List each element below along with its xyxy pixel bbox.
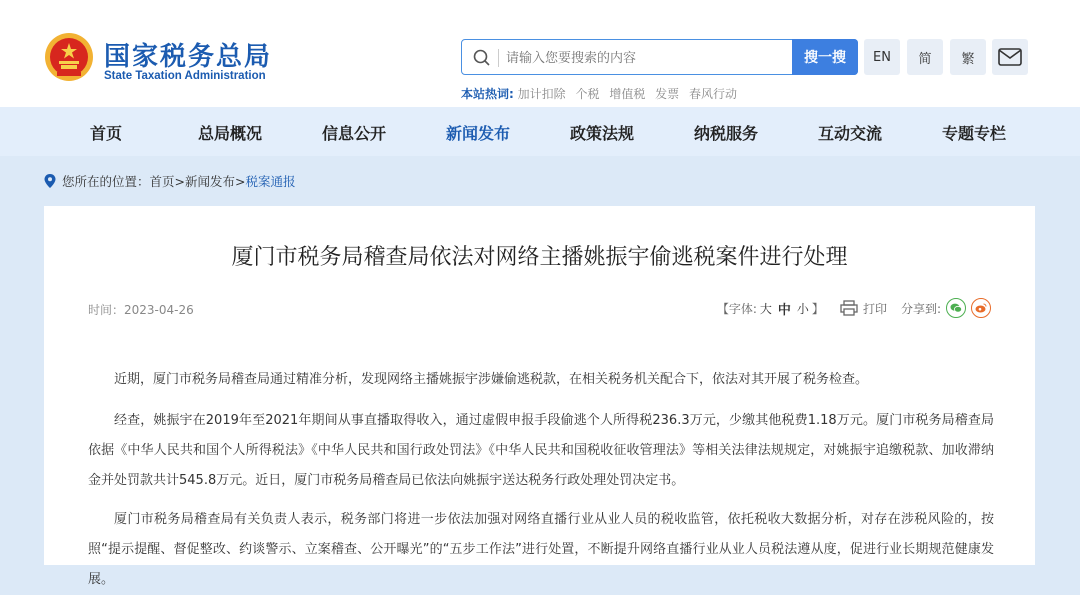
nav-item-news[interactable]: 新闻发布 — [446, 124, 511, 143]
article-title: 厦门市税务局稽查局依法对网络主播姚振宇偷逃税案件进行处理 — [231, 245, 848, 270]
article-paragraph: 近期，厦门市税务局稽查局通过精准分析，发现网络主播姚振宇涉嫌偷逃税款，在相关税务机关配合下，依法对其开展了税务检查。 — [114, 372, 869, 387]
font-size-label-open: 【字体: — [716, 301, 757, 316]
share-label: 分享到: — [900, 301, 941, 316]
main-nav — [0, 107, 1080, 156]
nav-item-overview[interactable]: 总局概况 — [198, 124, 263, 143]
breadcrumb-current[interactable]: 税案通报 — [245, 174, 296, 189]
site-subtitle: State Taxation Administration — [104, 70, 266, 82]
article-paragraph: 厦门市税务局稽查局有关负责人表示，税务部门将进一步依法加强对网络直播行业从业人员的税收监管，依托税收大数据分析，对存在涉税风险的，按照“提示提醒、督促整改、约谈警示、立案稽查、公开曝光”的“五步工作法”进行处置，不断提升网络直播行业从业人员税法遵从度，促进行业长期规范健康发展。 — [88, 512, 994, 587]
nav-item-disclosure[interactable]: 信息公开 — [322, 124, 387, 143]
font-size-label-close: 】 — [811, 301, 824, 316]
search-box — [461, 39, 858, 75]
location-pin-icon — [44, 174, 56, 188]
hot-word-link[interactable]: 春风行动 — [689, 87, 738, 101]
font-size-large[interactable]: 大 — [759, 301, 772, 316]
mail-icon — [998, 48, 1022, 66]
font-size-small[interactable]: 小 — [796, 301, 809, 316]
wechat-share-button[interactable] — [946, 298, 966, 318]
breadcrumb-path[interactable]: 首页>新闻发布> — [149, 174, 246, 189]
search-input[interactable] — [506, 46, 786, 70]
nav-item-interaction[interactable]: 互动交流 — [818, 124, 883, 143]
article-tools — [717, 298, 991, 318]
lang-english-button[interactable]: EN — [864, 39, 900, 75]
hot-word-link[interactable]: 加计扣除 — [517, 87, 566, 101]
nav-item-topics[interactable]: 专题专栏 — [942, 124, 1007, 143]
national-emblem-icon[interactable] — [44, 32, 94, 82]
mail-button[interactable] — [992, 39, 1028, 75]
weibo-icon — [975, 303, 987, 313]
lang-traditional-button[interactable]: 繁 — [950, 39, 986, 75]
weibo-share-button[interactable] — [971, 298, 991, 318]
hot-words-label: 本站热词: — [461, 87, 514, 101]
hot-words — [461, 85, 743, 102]
hot-word-link[interactable]: 增值税 — [609, 87, 646, 101]
search-divider — [498, 49, 499, 67]
search-button[interactable]: 搜一搜 — [792, 39, 858, 75]
wechat-icon — [950, 303, 962, 313]
nav-item-service[interactable]: 纳税服务 — [694, 124, 759, 143]
article-time: 时间：2023-04-26 — [88, 303, 194, 317]
nav-item-policy[interactable]: 政策法规 — [570, 124, 635, 143]
nav-item-home[interactable]: 首页 — [90, 124, 123, 143]
article-card — [44, 206, 1035, 587]
article-paragraph: 经查，姚振宇在2019年至2021年期间从事直播取得收入，通过虚假申报手段偷逃个人所得税236.3万元，少缴其他税费1.18万元。厦门市税务局稽查局依据《中华人民共和国个人所得税法》《中华人民共和国行政处罚法》《中华人民共和国税收征收管理法》等相关法律法规规定，对姚振宇追缴税款、加收滞纳金并处罚款共计545.8万元。近日，厦门市税务局稽查局已依法向姚振宇送达税务行政处理处罚决定书。 — [88, 413, 994, 488]
print-icon[interactable] — [840, 300, 858, 316]
site-header — [0, 0, 1080, 107]
font-size-medium[interactable]: 中 — [777, 302, 791, 318]
search-icon — [472, 48, 492, 68]
lang-simplified-button[interactable]: 简 — [907, 39, 943, 75]
breadcrumb-prefix: 您所在的位置： — [62, 174, 150, 189]
site-title[interactable]: 国家税务总局 — [104, 42, 273, 72]
breadcrumb — [44, 172, 295, 190]
hot-word-link[interactable]: 发票 — [655, 87, 680, 101]
print-button[interactable]: 打印 — [862, 301, 887, 316]
hot-word-link[interactable]: 个税 — [575, 87, 600, 101]
